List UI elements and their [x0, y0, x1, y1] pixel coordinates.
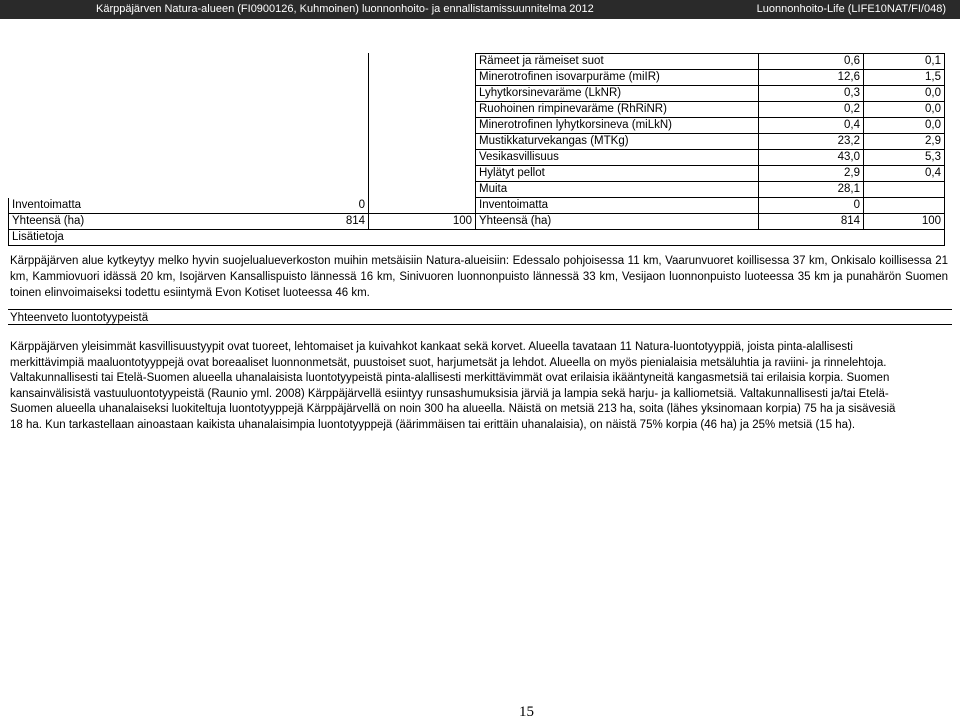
- table-row-lisatietoja: [9, 230, 945, 246]
- empty-left-pct-cell: [369, 134, 476, 150]
- left-inventoimatta-pct: [369, 198, 476, 214]
- section-title: Yhteenveto luontotyypeistä: [8, 309, 952, 325]
- lisatietoja-label: Lisätietoja: [9, 230, 945, 246]
- habitat-label: Rämeet ja rämeiset suot: [476, 54, 759, 70]
- habitat-label: Ruohoinen rimpinevaräme (RhRiNR): [476, 102, 759, 118]
- table-row-inventoimatta: [9, 198, 945, 214]
- habitat-area: 43,0: [759, 150, 864, 166]
- empty-left-cell: [9, 102, 369, 118]
- table-row: [9, 166, 945, 182]
- habitat-area: 0,2: [759, 102, 864, 118]
- habitat-label: Minerotrofinen isovarpuräme (miIR): [476, 70, 759, 86]
- habitat-label: Vesikasvillisuus: [476, 150, 759, 166]
- table-row: [9, 182, 945, 198]
- table-row-yhteensa: [9, 214, 945, 230]
- right-inventoimatta-label: Inventoimatta: [476, 198, 759, 214]
- table-row: [9, 102, 945, 118]
- left-inventoimatta-label: Inventoimatta 0: [9, 198, 369, 214]
- table-row: [9, 134, 945, 150]
- habitat-area: 0,3: [759, 86, 864, 102]
- habitat-label: Lyhytkorsinevaräme (LkNR): [476, 86, 759, 102]
- habitat-label: Mustikkaturvekangas (MTKg): [476, 134, 759, 150]
- table-row: [9, 150, 945, 166]
- habitat-area: 0,6: [759, 54, 864, 70]
- empty-left-cell: [9, 86, 369, 102]
- habitat-percent: [864, 182, 945, 198]
- empty-left-pct-cell: [369, 118, 476, 134]
- header-title: Kärppäjärven Natura-alueen (FI0900126, Kuhmoinen) luonnonhoito- ja ennallistamissuunnitelma 2012: [96, 3, 594, 15]
- habitat-area: 2,9: [759, 166, 864, 182]
- empty-left-cell: [9, 150, 369, 166]
- empty-left-cell: [9, 54, 369, 70]
- empty-left-pct-cell: [369, 54, 476, 70]
- summary-line: Suomen alueella uhanalaiseksi luokiteltuja luontotyyppejä Kärppäjärvellä on noin 300 ha alueella. Näistä on metsiä 213 ha, soita (lähes yksinomaan korpia) 75 ha ja sisävesiä: [10, 403, 896, 415]
- habitat-percent: 5,3: [864, 150, 945, 166]
- empty-left-cell: [9, 118, 369, 134]
- summary-line: Valtakunnallisesti tai Etelä-Suomen alueella uhanalaisista luontotyypeistä pinta-alallisesti merkittävimmät ovat erilaisia ikääntyneitä kangasmetsiä tai erilaisia korpia. Suomen: [10, 372, 890, 384]
- table-row: [9, 70, 945, 86]
- empty-left-pct-cell: [369, 70, 476, 86]
- right-yhteensa-value: 814: [759, 214, 864, 230]
- empty-left-pct-cell: [369, 150, 476, 166]
- habitat-percent: 0,0: [864, 102, 945, 118]
- habitat-label: Muita: [476, 182, 759, 198]
- empty-left-pct-cell: [369, 102, 476, 118]
- connectivity-paragraph: Kärppäjärven alue kytkeytyy melko hyvin suojelualueverkoston muihin metsäisiin Natura-alueisiin: Edessalo pohjoisessa 11 km, Vaarunvuoret koillisessa 37 km, Onkisalo koillisessa 21 km, Kammiovuori idässä 20 km, Isojärven Kansallispuisto lännessä 16 km, Sinivuoren luonnonpuisto lännessä 33 km, Vesijaon luonnonpuisto luoteessa 35 km ja punahärön Suomen toinen elinvoimaiseksi todettu esiintymä Evon Kotiset luoteessa 46 km.: [10, 255, 948, 299]
- empty-left-cell: [9, 134, 369, 150]
- left-yhteensa-pct: 100: [369, 214, 476, 230]
- habitat-area-table: [8, 53, 945, 246]
- left-yhteensa-value: 814: [345, 215, 365, 227]
- empty-left-pct-cell: [369, 166, 476, 182]
- right-inventoimatta-value: 0: [759, 198, 864, 214]
- habitat-percent: 2,9: [864, 134, 945, 150]
- right-yhteensa-pct: 100: [864, 214, 945, 230]
- habitat-percent: 0,1: [864, 54, 945, 70]
- right-inventoimatta-pct: [864, 198, 945, 214]
- habitat-percent: 0,4: [864, 166, 945, 182]
- header-project-code: Luonnonhoito-Life (LIFE10NAT/FI/048): [756, 3, 946, 15]
- habitat-area: 28,1: [759, 182, 864, 198]
- table-row: [9, 86, 945, 102]
- habitat-label: Hylätyt pellot: [476, 166, 759, 182]
- habitat-percent: 0,0: [864, 118, 945, 134]
- right-yhteensa-label: Yhteensä (ha): [476, 214, 759, 230]
- summary-line: 18 ha. Kun tarkastellaan ainoastaan kaikista uhanalaisimpia luontotyyppejä (äärimmäisen tai erittäin uhanalaisia), on näistä 75% korpia (46 ha) ja 25% metsiä (15 ha).: [10, 418, 856, 431]
- summary-line: Kärppäjärven yleisimmät kasvillisuustyypit ovat tuoreet, lehtomaiset ja kuivahkot kankaat sekä korvet. Alueella tavataan 11 Natura-luontotyyppiä, joista pinta-alallisesti: [10, 341, 853, 353]
- summary-paragraph: [10, 340, 948, 433]
- summary-line: merkittävimpiä maaluontotyyppejä ovat boreaaliset luonnonmetsät, puustoiset suot, harjumetsät ja lehdot. Alueella on myös pienialaisia metsäluhtia ja raviini- ja rinnelehtoja.: [10, 356, 887, 369]
- habitat-area: 23,2: [759, 134, 864, 150]
- page-number: 15: [519, 704, 534, 720]
- empty-left-pct-cell: [369, 182, 476, 198]
- empty-left-cell: [9, 70, 369, 86]
- summary-line: kansainvälisistä vastuuluontotyypeistä (Raunio yml. 2008) Kärppäjärvellä esiintyy runsashumuksisia järviä ja lampia sekä harju- ja kalliometsiä. Valtakunnallisesti ja/tai Etelä-: [10, 387, 889, 400]
- empty-left-cell: [9, 166, 369, 182]
- table-row: [9, 118, 945, 134]
- habitat-area: 12,6: [759, 70, 864, 86]
- habitat-area: 0,4: [759, 118, 864, 134]
- empty-left-pct-cell: [369, 86, 476, 102]
- habitat-percent: 0,0: [864, 86, 945, 102]
- table-row: [9, 54, 945, 70]
- page-header: [0, 0, 960, 19]
- habitat-percent: 1,5: [864, 70, 945, 86]
- empty-left-cell: [9, 182, 369, 198]
- habitat-label: Minerotrofinen lyhytkorsineva (miLkN): [476, 118, 759, 134]
- left-yhteensa-label: Yhteensä (ha) 814: [9, 214, 369, 230]
- left-inventoimatta-value: 0: [358, 199, 365, 211]
